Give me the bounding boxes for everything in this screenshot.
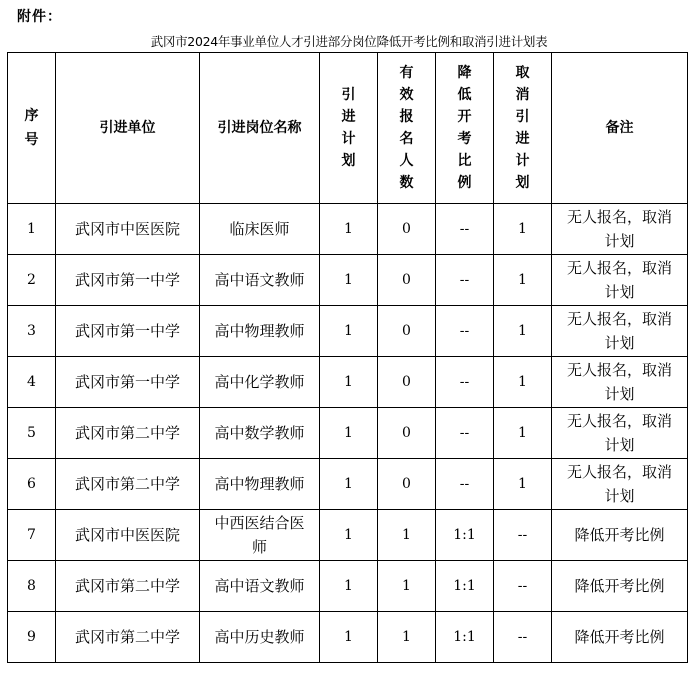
cell-no-text: 5 bbox=[27, 425, 36, 441]
cell-note-text: 降低开考比例 bbox=[574, 525, 665, 544]
cell-no-text: 3 bbox=[27, 323, 36, 339]
cell-ratio-text: 1:1 bbox=[453, 527, 476, 543]
cell-post-text: 临床医师 bbox=[229, 219, 290, 238]
cell-valid-text: 0 bbox=[402, 374, 411, 390]
cell-valid bbox=[378, 408, 436, 459]
cell-post-text: 高中历史教师 bbox=[214, 627, 305, 646]
cell-no bbox=[8, 255, 56, 306]
header-row bbox=[8, 53, 688, 204]
cell-cancel bbox=[494, 357, 552, 408]
cell-no-text: 4 bbox=[27, 374, 36, 390]
cell-post bbox=[200, 612, 320, 663]
cell-plan bbox=[320, 612, 378, 663]
cell-no bbox=[8, 612, 56, 663]
cell-no bbox=[8, 306, 56, 357]
cell-post bbox=[200, 357, 320, 408]
cell-note-text: 降低开考比例 bbox=[574, 627, 665, 646]
cell-unit-text: 武冈市第一中学 bbox=[74, 321, 180, 340]
cell-post bbox=[200, 510, 320, 561]
cell-cancel-text: -- bbox=[517, 629, 528, 645]
cell-ratio bbox=[436, 459, 494, 510]
cell-note-text: 无人报名，取消计划 bbox=[566, 411, 672, 454]
table-row bbox=[8, 561, 688, 612]
cell-cancel bbox=[494, 204, 552, 255]
cell-valid-text: 1 bbox=[402, 629, 411, 645]
cell-post bbox=[200, 204, 320, 255]
cell-ratio-text: -- bbox=[459, 476, 470, 492]
cell-unit bbox=[56, 204, 200, 255]
cell-valid bbox=[378, 459, 436, 510]
cell-post bbox=[200, 459, 320, 510]
cell-no-text: 7 bbox=[27, 527, 36, 543]
cell-valid-text: 0 bbox=[402, 425, 411, 441]
cell-note-text: 无人报名，取消计划 bbox=[566, 360, 672, 403]
cell-cancel bbox=[494, 255, 552, 306]
cell-plan-text: 1 bbox=[344, 425, 353, 441]
table-row bbox=[8, 255, 688, 306]
cell-unit-text: 武冈市第二中学 bbox=[74, 627, 180, 646]
cell-unit-text: 武冈市第二中学 bbox=[74, 576, 180, 595]
cell-plan bbox=[320, 408, 378, 459]
cell-ratio-text: 1:1 bbox=[453, 578, 476, 594]
header-post: 引进岗位名称 bbox=[200, 53, 320, 204]
table-row bbox=[8, 408, 688, 459]
table-row bbox=[8, 204, 688, 255]
cell-post bbox=[200, 408, 320, 459]
header-cancel: 取消引进计划 bbox=[494, 53, 552, 204]
header-no: 序号 bbox=[8, 53, 56, 204]
cell-post-text: 高中数学教师 bbox=[214, 423, 305, 442]
cell-note bbox=[552, 357, 688, 408]
cell-unit bbox=[56, 306, 200, 357]
cell-post-text: 中西医结合医师 bbox=[214, 513, 305, 556]
cell-no-text: 9 bbox=[27, 629, 36, 645]
cell-plan-text: 1 bbox=[344, 323, 353, 339]
header-note: 备注 bbox=[552, 53, 688, 204]
cell-note-text: 无人报名，取消计划 bbox=[566, 258, 672, 301]
cell-plan-text: 1 bbox=[344, 629, 353, 645]
cell-plan bbox=[320, 306, 378, 357]
cell-unit bbox=[56, 561, 200, 612]
cell-valid-text: 0 bbox=[402, 476, 411, 492]
cell-unit bbox=[56, 612, 200, 663]
cell-unit bbox=[56, 357, 200, 408]
cell-plan-text: 1 bbox=[344, 527, 353, 543]
cell-unit-text: 武冈市中医医院 bbox=[74, 525, 180, 544]
header-unit: 引进单位 bbox=[56, 53, 200, 204]
cell-note bbox=[552, 408, 688, 459]
cell-unit-text: 武冈市第二中学 bbox=[74, 474, 180, 493]
cell-unit-text: 武冈市第二中学 bbox=[74, 423, 180, 442]
cell-ratio bbox=[436, 255, 494, 306]
cell-unit-text: 武冈市中医医院 bbox=[74, 219, 180, 238]
cell-plan-text: 1 bbox=[344, 272, 353, 288]
cell-note-text: 降低开考比例 bbox=[574, 576, 665, 595]
cell-valid bbox=[378, 255, 436, 306]
cell-unit-text: 武冈市第一中学 bbox=[74, 372, 180, 391]
cell-no bbox=[8, 510, 56, 561]
cell-no bbox=[8, 357, 56, 408]
cell-valid-text: 0 bbox=[402, 221, 411, 237]
cell-note bbox=[552, 459, 688, 510]
cell-plan-text: 1 bbox=[344, 221, 353, 237]
cell-note bbox=[552, 561, 688, 612]
cell-ratio-text: -- bbox=[459, 272, 470, 288]
cell-cancel-text: 1 bbox=[518, 425, 527, 441]
table-row bbox=[8, 459, 688, 510]
header-plan: 引进计划 bbox=[320, 53, 378, 204]
cell-unit bbox=[56, 408, 200, 459]
cell-no-text: 6 bbox=[27, 476, 36, 492]
cell-unit bbox=[56, 510, 200, 561]
cell-plan-text: 1 bbox=[344, 374, 353, 390]
table-row bbox=[8, 357, 688, 408]
cell-cancel bbox=[494, 561, 552, 612]
cell-cancel-text: 1 bbox=[518, 272, 527, 288]
cell-cancel bbox=[494, 510, 552, 561]
cell-valid bbox=[378, 561, 436, 612]
cell-cancel bbox=[494, 408, 552, 459]
cell-ratio bbox=[436, 612, 494, 663]
cell-ratio bbox=[436, 306, 494, 357]
cell-note bbox=[552, 612, 688, 663]
cell-note-text: 无人报名，取消计划 bbox=[566, 207, 672, 250]
cell-plan-text: 1 bbox=[344, 578, 353, 594]
cell-no-text: 8 bbox=[27, 578, 36, 594]
cell-note bbox=[552, 510, 688, 561]
cell-ratio-text: -- bbox=[459, 221, 470, 237]
cell-unit-text: 武冈市第一中学 bbox=[74, 270, 180, 289]
cell-ratio-text: -- bbox=[459, 425, 470, 441]
cell-post bbox=[200, 255, 320, 306]
cell-ratio bbox=[436, 561, 494, 612]
cell-cancel-text: -- bbox=[517, 527, 528, 543]
cell-cancel bbox=[494, 612, 552, 663]
cell-cancel-text: 1 bbox=[518, 476, 527, 492]
table-row bbox=[8, 612, 688, 663]
cell-post-text: 高中物理教师 bbox=[214, 474, 305, 493]
cell-unit bbox=[56, 459, 200, 510]
table-row bbox=[8, 306, 688, 357]
cell-ratio bbox=[436, 408, 494, 459]
cell-note bbox=[552, 306, 688, 357]
cell-no-text: 2 bbox=[27, 272, 36, 288]
cell-note bbox=[552, 204, 688, 255]
cell-ratio-text: -- bbox=[459, 323, 470, 339]
table-row bbox=[8, 510, 688, 561]
cell-no-text: 1 bbox=[27, 221, 36, 237]
cell-cancel-text: 1 bbox=[518, 374, 527, 390]
cell-cancel-text: 1 bbox=[518, 221, 527, 237]
header-ratio: 降低开考比例 bbox=[436, 53, 494, 204]
cell-post-text: 高中语文教师 bbox=[214, 270, 305, 289]
cell-post-text: 高中化学教师 bbox=[214, 372, 305, 391]
cell-post-text: 高中语文教师 bbox=[214, 576, 305, 595]
cell-no bbox=[8, 204, 56, 255]
cell-valid bbox=[378, 204, 436, 255]
cell-cancel-text: 1 bbox=[518, 323, 527, 339]
cell-no bbox=[8, 459, 56, 510]
cell-note bbox=[552, 255, 688, 306]
cell-note-text: 无人报名，取消计划 bbox=[566, 309, 672, 352]
cell-cancel bbox=[494, 306, 552, 357]
cell-plan bbox=[320, 459, 378, 510]
cell-cancel bbox=[494, 459, 552, 510]
cell-valid bbox=[378, 612, 436, 663]
cell-post bbox=[200, 561, 320, 612]
cell-no bbox=[8, 408, 56, 459]
cell-valid-text: 1 bbox=[402, 527, 411, 543]
attachment-label: 附件： bbox=[17, 9, 62, 25]
header-valid: 有效报名人数 bbox=[378, 53, 436, 204]
cell-plan bbox=[320, 255, 378, 306]
cell-post bbox=[200, 306, 320, 357]
cell-valid bbox=[378, 357, 436, 408]
plan-table bbox=[7, 52, 688, 663]
cell-unit bbox=[56, 255, 200, 306]
cell-ratio bbox=[436, 357, 494, 408]
cell-valid-text: 0 bbox=[402, 323, 411, 339]
cell-plan bbox=[320, 204, 378, 255]
cell-ratio-text: -- bbox=[459, 374, 470, 390]
cell-valid bbox=[378, 510, 436, 561]
cell-plan-text: 1 bbox=[344, 476, 353, 492]
cell-no bbox=[8, 561, 56, 612]
cell-plan bbox=[320, 561, 378, 612]
cell-cancel-text: -- bbox=[517, 578, 528, 594]
cell-plan bbox=[320, 510, 378, 561]
cell-plan bbox=[320, 357, 378, 408]
cell-valid-text: 1 bbox=[402, 578, 411, 594]
document-title: 武冈市2024年事业单位人才引进部分岗位降低开考比例和取消引进计划表 bbox=[150, 34, 548, 49]
cell-valid-text: 0 bbox=[402, 272, 411, 288]
cell-ratio bbox=[436, 510, 494, 561]
cell-post-text: 高中物理教师 bbox=[214, 321, 305, 340]
cell-ratio bbox=[436, 204, 494, 255]
cell-valid bbox=[378, 306, 436, 357]
cell-note-text: 无人报名，取消计划 bbox=[566, 462, 672, 505]
cell-ratio-text: 1:1 bbox=[453, 629, 476, 645]
